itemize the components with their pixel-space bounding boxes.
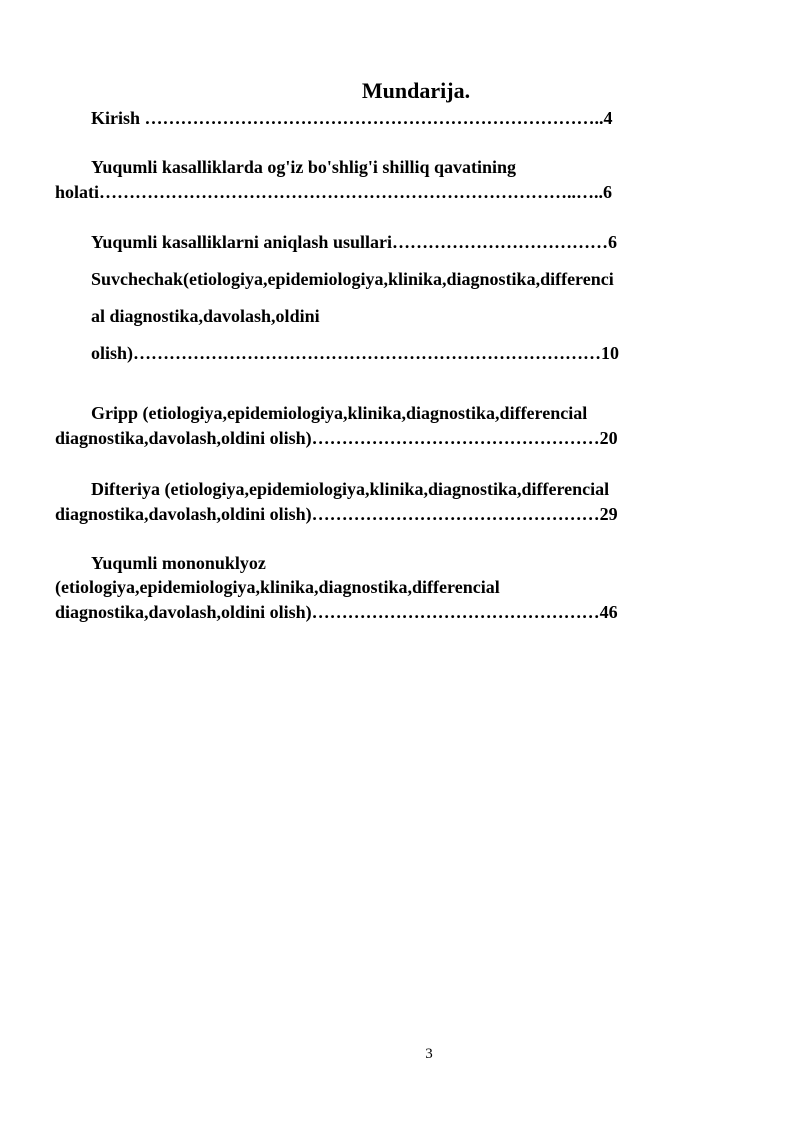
toc-entry-diagnosis-methods: Yuqumli kasalliklarni aniqlash usullari………………………………6 [91, 232, 617, 252]
toc-entry-difteriya-line2: diagnostika,davolash,oldini olish)…………………………………………29 [55, 504, 618, 524]
toc-entry-mononuklyoz-line2: (etiologiya,epidemiologiya,klinika,diagnostika,differencial [55, 577, 500, 597]
toc-entry-suvchechak-line1: Suvchechak(etiologiya,epidemiologiya,klinika,diagnostika,differenci [91, 269, 614, 289]
toc-entry-kirish: Kirish …………………………………………………………………..4 [91, 108, 613, 128]
toc-entry-oral-mucosa-line1: Yuqumli kasalliklarda og'iz bo'shlig'i shilliq qavatining [91, 157, 516, 177]
toc-entry-gripp-line2: diagnostika,davolash,oldini olish)…………………………………………20 [55, 428, 618, 448]
toc-entry-difteriya-line1: Difteriya (etiologiya,epidemiologiya,klinika,diagnostika,differencial [91, 479, 610, 499]
toc-entry-suvchechak-line3: olish)……………………………………………………………………10 [91, 343, 620, 363]
toc-title: Mundarija. [361, 78, 471, 103]
toc-entry-mononuklyoz-line3: diagnostika,davolash,oldini olish)…………………………………………46 [55, 602, 618, 622]
page-number: 3 [425, 1046, 433, 1062]
toc-entry-oral-mucosa-line2: holati……………………………………………………………………..…..6 [55, 182, 613, 202]
toc-entry-mononuklyoz-line1: Yuqumli mononuklyoz [91, 553, 266, 573]
toc-entry-gripp-line1: Gripp (etiologiya,epidemiologiya,klinika,diagnostika,differencial [91, 403, 588, 423]
toc-entry-suvchechak-line2: al diagnostika,davolash,oldini [91, 306, 320, 326]
